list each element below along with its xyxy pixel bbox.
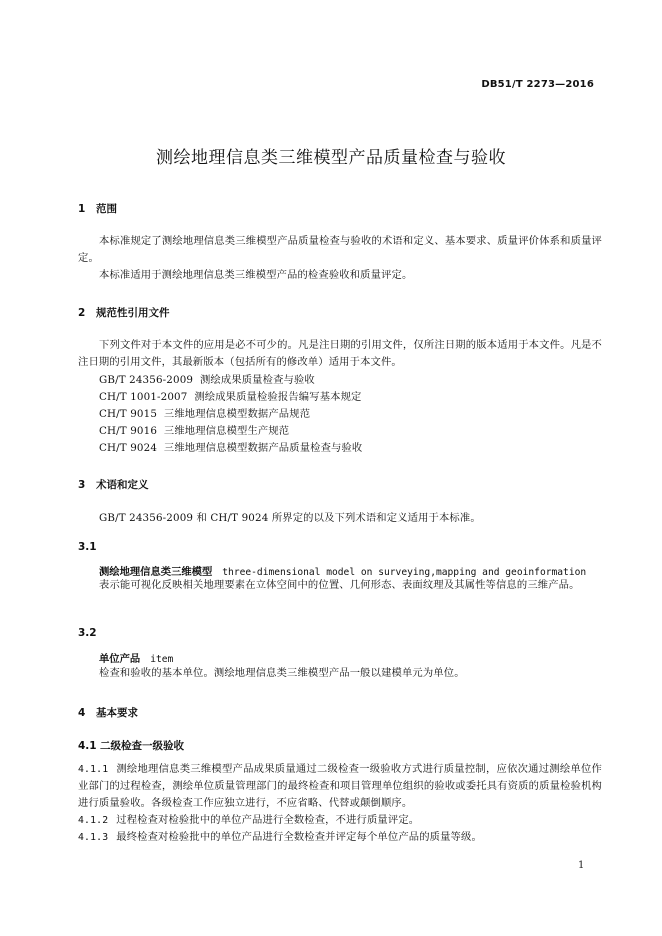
clause-number: 4.1.1: [78, 764, 109, 775]
reference-item: [99, 406, 310, 423]
term-name-zh: 单位产品: [99, 653, 141, 665]
clause-text: 最终检查对检验批中的单位产品进行全数检查并评定每个单位产品的质量等级。: [116, 831, 482, 843]
term-definition: 表示能可视化反映相关地理要素在立体空间中的位置、几何形态、表面纹理及其属性等信息的三维产品。: [99, 579, 580, 591]
reference-code: CH/T 9024: [99, 442, 158, 454]
standard-number: DB51/T 2273—2016: [481, 79, 594, 90]
section-3-heading: [78, 477, 149, 492]
term-number: 3.1: [78, 541, 97, 553]
reference-item: [99, 440, 362, 457]
reference-item: [99, 372, 315, 389]
term-heading: [99, 563, 586, 578]
page-number: 1: [578, 860, 585, 871]
reference-code: CH/T 9015: [99, 408, 158, 420]
clause-4-1-1: [78, 761, 602, 812]
reference-item: [99, 423, 289, 440]
subsection-4-1-heading: [78, 738, 184, 753]
reference-name: 三维地理信息模型生产规范: [163, 425, 290, 437]
section-1-title: 范围: [96, 203, 117, 215]
reference-name: 三维地理信息模型数据产品质量检查与验收: [163, 442, 363, 454]
term-name-en: three-dimensional model on surveying,mapping and geoinformation: [222, 567, 587, 578]
document-title: 测绘地理信息类三维模型产品质量检查与验收: [156, 148, 506, 168]
clause-number: 4.1.3: [78, 832, 109, 843]
subsection-4-1-title: 二级检查一级验收: [100, 740, 184, 752]
section-2-intro: 下列文件对于本文件的应用是必不可少的。凡是注日期的引用文件，仅所注日期的版本适用于本文件。凡是不注日期的引用文件，其最新版本（包括所有的修改单）适用于本文件。: [78, 339, 602, 368]
section-1-number: 1: [78, 203, 86, 215]
clause-4-1-2: [78, 812, 602, 829]
subsection-4-1-number: 4.1: [78, 740, 97, 752]
section-4-title: 基本要求: [96, 707, 138, 719]
term-number: 3.2: [78, 627, 97, 639]
clause-text: 测绘地理信息类三维模型产品成果质量通过二级检查一级验收方式进行质量控制，应依次通过测绘单位作业部门的过程检查，测绘单位质量管理部门的最终检查和项目管理单位组织的验收或委托具有资质的质量检验机构进行质量验收。各级检查工作应独立进行，不应省略、代替或颠倒顺序。: [78, 763, 602, 809]
reference-item: [99, 389, 361, 406]
reference-name: 三维地理信息模型数据产品规范: [163, 408, 311, 420]
section-2-title: 规范性引用文件: [96, 307, 170, 319]
section-1-heading: [78, 201, 117, 216]
section-2-heading: [78, 305, 170, 320]
section-4-number: 4: [78, 707, 86, 719]
section-2-number: 2: [78, 307, 86, 319]
section-3-intro: GB/T 24356-2009 和 CH/T 9024 所界定的以及下列术语和定义适用于本标准。: [99, 512, 481, 524]
reference-code: CH/T 9016: [99, 425, 158, 437]
section-1-paragraph-1: 本标准规定了测绘地理信息类三维模型产品质量检查与验收的术语和定义、基本要求、质量评价体系和质量评定。: [78, 235, 602, 264]
clause-text: 过程检查对检验批中的单位产品进行全数检查，不进行质量评定。: [116, 814, 420, 826]
term-definition: 检查和验收的基本单位。测绘地理信息类三维模型产品一般以建模单元为单位。: [99, 667, 465, 679]
section-3-number: 3: [78, 479, 86, 491]
clause-number: 4.1.2: [78, 815, 109, 826]
term-name-zh: 测绘地理信息类三维模型: [99, 566, 213, 578]
reference-name: 测绘成果质量检验报告编写基本规定: [194, 391, 362, 403]
term-name-en: item: [150, 654, 174, 665]
section-3-title: 术语和定义: [96, 479, 149, 491]
reference-code: CH/T 1001-2007: [99, 391, 188, 403]
reference-name: 测绘成果质量检查与验收: [199, 374, 315, 386]
section-4-heading: [78, 705, 138, 720]
term-heading: [99, 650, 173, 665]
clause-4-1-3: [78, 829, 602, 846]
reference-code: GB/T 24356-2009: [99, 374, 194, 386]
section-1-paragraph-2: 本标准适用于测绘地理信息类三维模型产品的检查验收和质量评定。: [99, 269, 413, 281]
